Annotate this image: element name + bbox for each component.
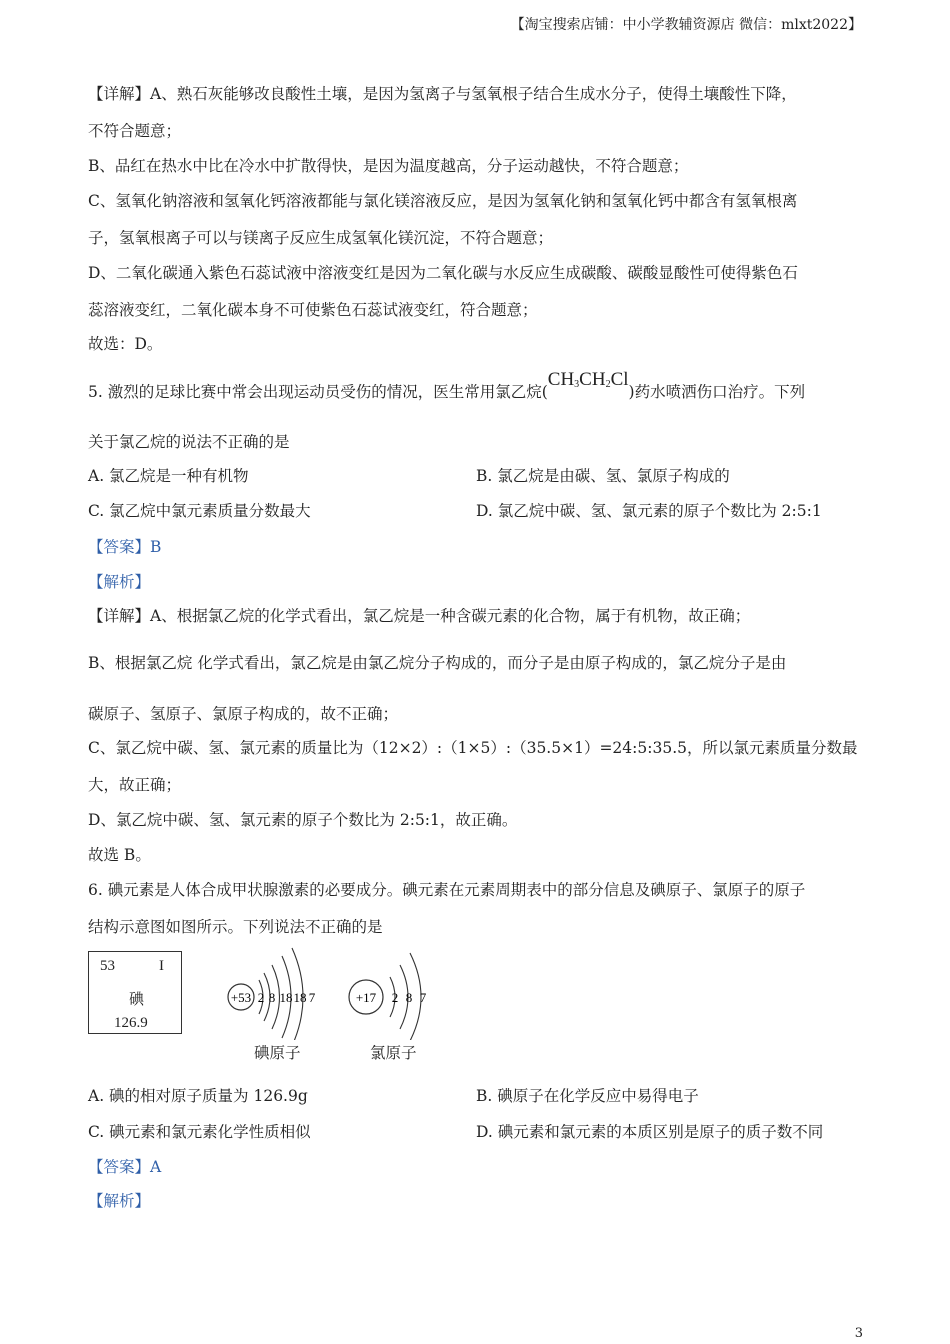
q5-conclusion: 故选 B。 xyxy=(88,846,151,864)
q5-detail-line: D、氯乙烷中碳、氢、氯元素的原子个数比为 2:5:1，故正确。 xyxy=(88,811,518,829)
page-header: 【淘宝搜索店铺：中小学教辅资源店 微信：mlxt2022】 xyxy=(510,17,862,33)
q5-detail-line: B、根据氯乙烷 化学式看出，氯乙烷是由氯乙烷分子构成的，而分子是由原子构成的，氯乙烷分子是由 xyxy=(88,654,787,672)
iodine-atom-diagram xyxy=(220,940,330,1040)
iodine-shell-electrons: 18 xyxy=(293,990,307,1005)
q4-detail-line: C、氢氧化钠溶液和氢氧化钙溶液都能与氯化镁溶液反应，是因为氢氧化钠和氢氧化钙中都含有氢氧根离 xyxy=(88,192,798,210)
q5-option-c: C. 氯乙烷中氯元素质量分数最大 xyxy=(88,502,311,520)
q5-detail-line: 碳原子、氢原子、氯原子构成的，故不正确； xyxy=(88,705,399,723)
q6-analysis-label: 【解析】 xyxy=(88,1192,151,1210)
element-symbol: I xyxy=(159,958,164,974)
iodine-shell-electrons: 18 xyxy=(279,990,293,1005)
q5-stem-part2: )药水喷洒伤口治疗。下列 xyxy=(628,383,806,401)
q5-option-d: D. 氯乙烷中碳、氢、氯元素的原子个数比为 2:5:1 xyxy=(476,502,822,520)
q5-detail-line: 【详解】A、根据氯乙烷的化学式看出，氯乙烷是一种含碳元素的化合物，属于有机物，故正确； xyxy=(88,607,751,625)
iodine-shell-electrons: 8 xyxy=(268,990,276,1005)
q4-detail-line: B、品红在热水中比在冷水中扩散得快，是因为温度越高，分子运动越快，不符合题意； xyxy=(88,157,689,175)
atomic-number: 53 xyxy=(100,958,115,974)
q4-detail-line: 子，氢氧根离子可以与镁离子反应生成氢氧化镁沉淀，不符合题意； xyxy=(88,229,554,247)
q6-option-a: A. 碘的相对原子质量为 126.9g xyxy=(88,1087,308,1105)
chlorine-shell-electrons: 8 xyxy=(405,990,413,1005)
q6-answer: 【答案】A xyxy=(88,1158,162,1176)
q4-detail-line: 【详解】A、熟石灰能够改良酸性土壤，是因为氢离子与氢氧根子结合生成水分子，使得土壤酸性下降， xyxy=(88,85,797,103)
q5-option-a: A. 氯乙烷是一种有机物 xyxy=(88,467,249,485)
iodine-shell-electrons: 2 xyxy=(257,990,265,1005)
iodine-atom-caption: 碘原子 xyxy=(254,1044,301,1062)
q5-stem-line2: 关于氯乙烷的说法不正确的是 xyxy=(88,433,290,451)
chlorine-atom-caption: 氯原子 xyxy=(370,1044,417,1062)
q5-stem xyxy=(88,369,806,403)
q5-analysis-label: 【解析】 xyxy=(88,573,151,591)
q5-answer: 【答案】B xyxy=(88,538,162,556)
q5-detail-line: 大，故正确； xyxy=(88,776,182,794)
chloroethane-formula: $CH_3CH_2Cl$ xyxy=(547,369,629,390)
chlorine-shell-electrons: 7 xyxy=(419,990,427,1005)
page-number: 3 xyxy=(854,1326,863,1341)
element-name: 碘 xyxy=(129,992,145,1008)
q6-option-d: D. 碘元素和氯元素的本质区别是原子的质子数不同 xyxy=(476,1123,824,1141)
q4-detail-line: 蕊溶液变红，二氧化碳本身不可使紫色石蕊试液变红，符合题意； xyxy=(88,301,538,319)
q6-option-b: B. 碘原子在化学反应中易得电子 xyxy=(476,1087,699,1105)
q6-stem-line1: 6. 碘元素是人体合成甲状腺激素的必要成分。碘元素在元素周期表中的部分信息及碘原子、氯原子的原子 xyxy=(88,881,806,899)
atomic-mass: 126.9 xyxy=(114,1015,148,1031)
iodine-shell-electrons: 7 xyxy=(308,990,316,1005)
chlorine-nucleus-charge: +17 xyxy=(355,990,377,1005)
iodine-element-card xyxy=(88,951,182,1034)
q6-option-c: C. 碘元素和氯元素化学性质相似 xyxy=(88,1123,311,1141)
iodine-nucleus-charge: +53 xyxy=(230,990,252,1005)
q5-stem-part1: 5. 激烈的足球比赛中常会出现运动员受伤的情况，医生常用氯乙烷( xyxy=(88,383,548,401)
q4-detail-line: D、二氧化碳通入紫色石蕊试液中溶液变红是因为二氧化碳与水反应生成碳酸、碳酸显酸性可使得紫色石 xyxy=(88,264,798,282)
chlorine-atom-diagram xyxy=(340,945,440,1040)
q6-stem-line2: 结构示意图如图所示。下列说法不正确的是 xyxy=(88,918,383,936)
chlorine-shell-electrons: 2 xyxy=(391,990,399,1005)
q4-conclusion: 故选：D。 xyxy=(88,335,163,353)
q5-option-b: B. 氯乙烷是由碳、氢、氯原子构成的 xyxy=(476,467,730,485)
q5-detail-line: C、氯乙烷中碳、氢、氯元素的质量比为（12×2）:（1×5）:（35.5×1）=24:5:35.5，所以氯元素质量分数最 xyxy=(88,739,858,757)
q4-detail-line: 不符合题意； xyxy=(88,122,182,140)
